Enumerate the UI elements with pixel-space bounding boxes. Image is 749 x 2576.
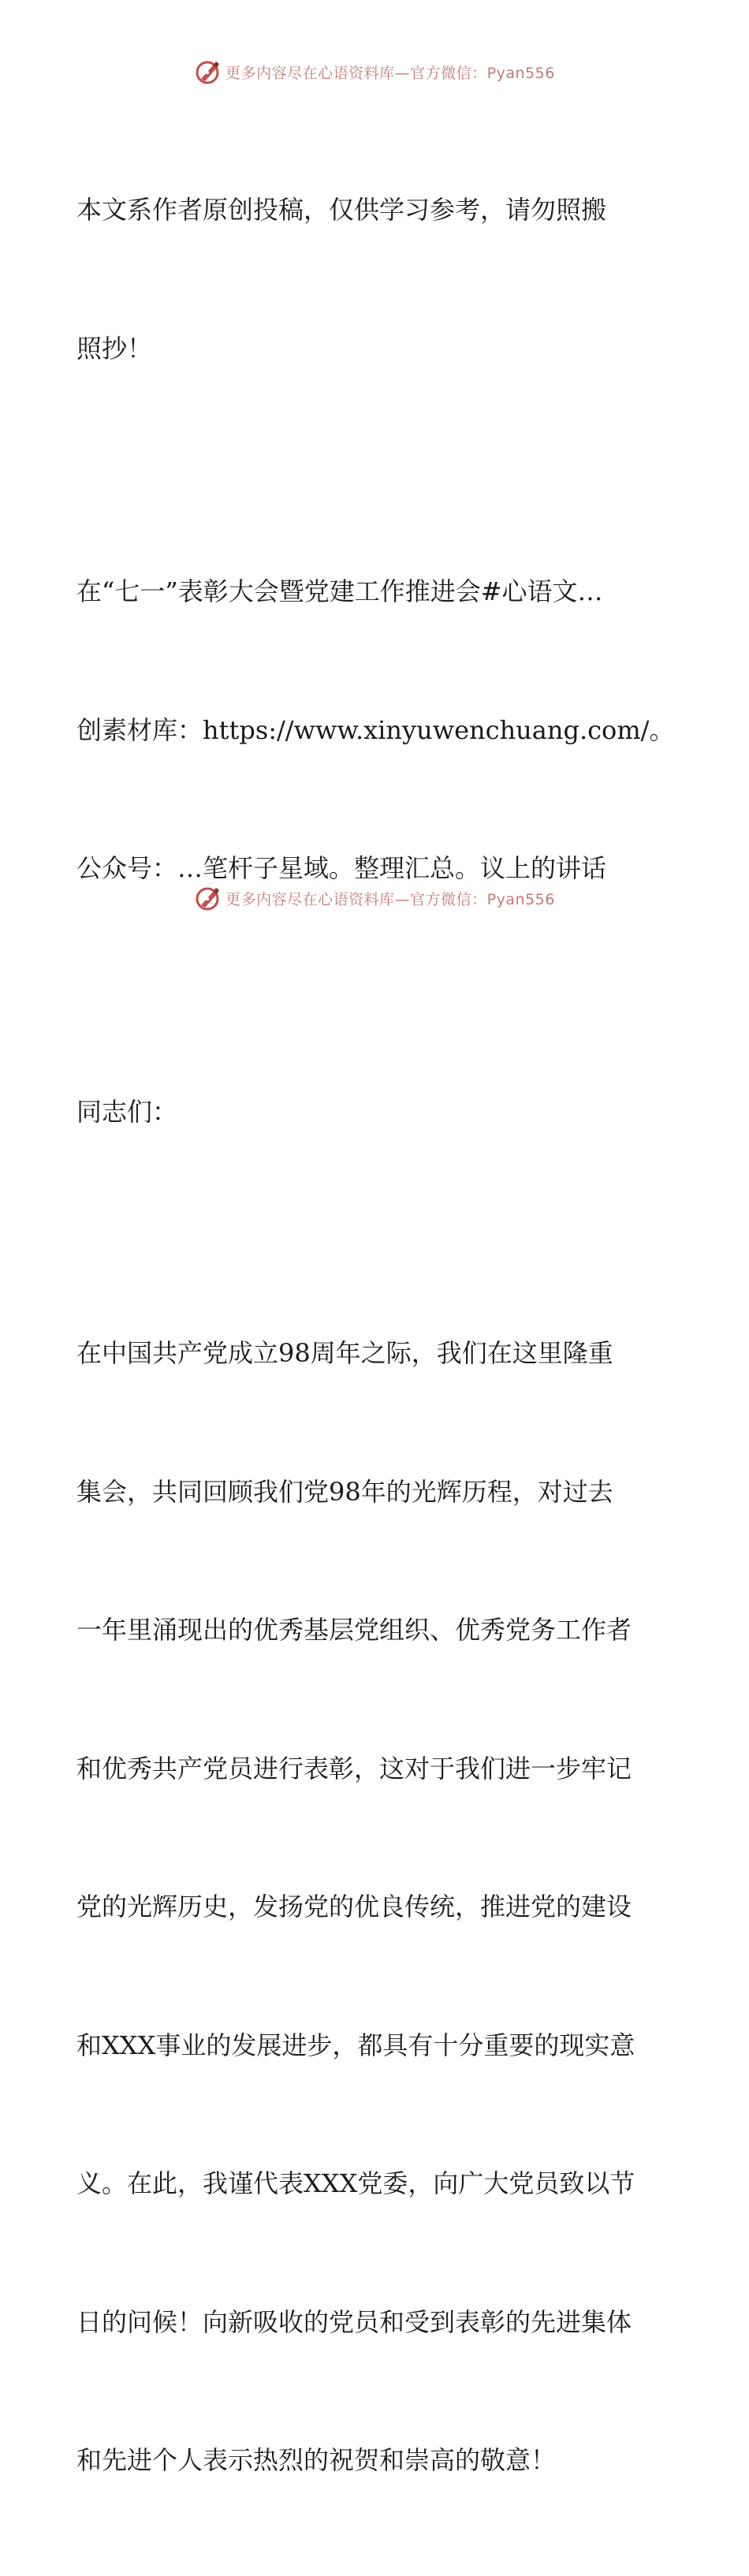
footer-watermark (0, 881, 749, 915)
text-line: 日的问候！向新吸收的党员和受到表彰的先进集体 (76, 2306, 632, 2337)
pen-logo-icon (194, 58, 222, 86)
disclaimer-paragraph (76, 95, 676, 464)
text-line: 创素材库：https://www.xinyuwenchuang.com/。 (76, 714, 675, 745)
document-body (76, 95, 676, 2576)
main-paragraph (76, 1238, 676, 2576)
text-line: 集会，共同回顾我们党98年的光辉历程，对过去 (76, 1476, 613, 1507)
footer-watermark-text: 更多内容尽在心语资料库—官方微信：Pyan556 (225, 890, 555, 908)
text-line: 本文系作者原创投稿，仅供学习参考，请勿照搬 (76, 195, 607, 225)
text-line: 义。在此，我谨代表XXX党委，向广大党员致以节 (76, 2168, 635, 2198)
header-watermark-text: 更多内容尽在心语资料库—官方微信：Pyan556 (225, 64, 555, 82)
salutation-paragraph (76, 997, 676, 1228)
text-line: 公众号：…笔杆子星域。整理汇总。议上的讲话 (76, 853, 607, 883)
text-line: 和优秀共产党员进行表彰，这对于我们进一步牢记 (76, 1753, 632, 1784)
text-line: 党的光辉历史，发扬党的优良传统，推进党的建设 (76, 1892, 632, 1922)
text-line: 一年里涌现出的优秀基层党组织、优秀党务工作者 (76, 1615, 632, 1645)
text-line: 和先进个人表示热烈的祝贺和崇高的敬意！ (76, 2445, 557, 2475)
text-line: 和XXX事业的发展进步，都具有十分重要的现实意 (76, 2030, 635, 2060)
pen-logo-icon (194, 884, 222, 912)
text-line: 在中国共产党成立98周年之际，我们在这里隆重 (76, 1338, 613, 1368)
text-line: 同志们： (76, 1096, 178, 1127)
header-watermark (0, 54, 749, 89)
text-line: 照抄！ (76, 333, 153, 363)
text-line: 在“七一”表彰大会暨党建工作推进会#心语文… (76, 576, 603, 606)
